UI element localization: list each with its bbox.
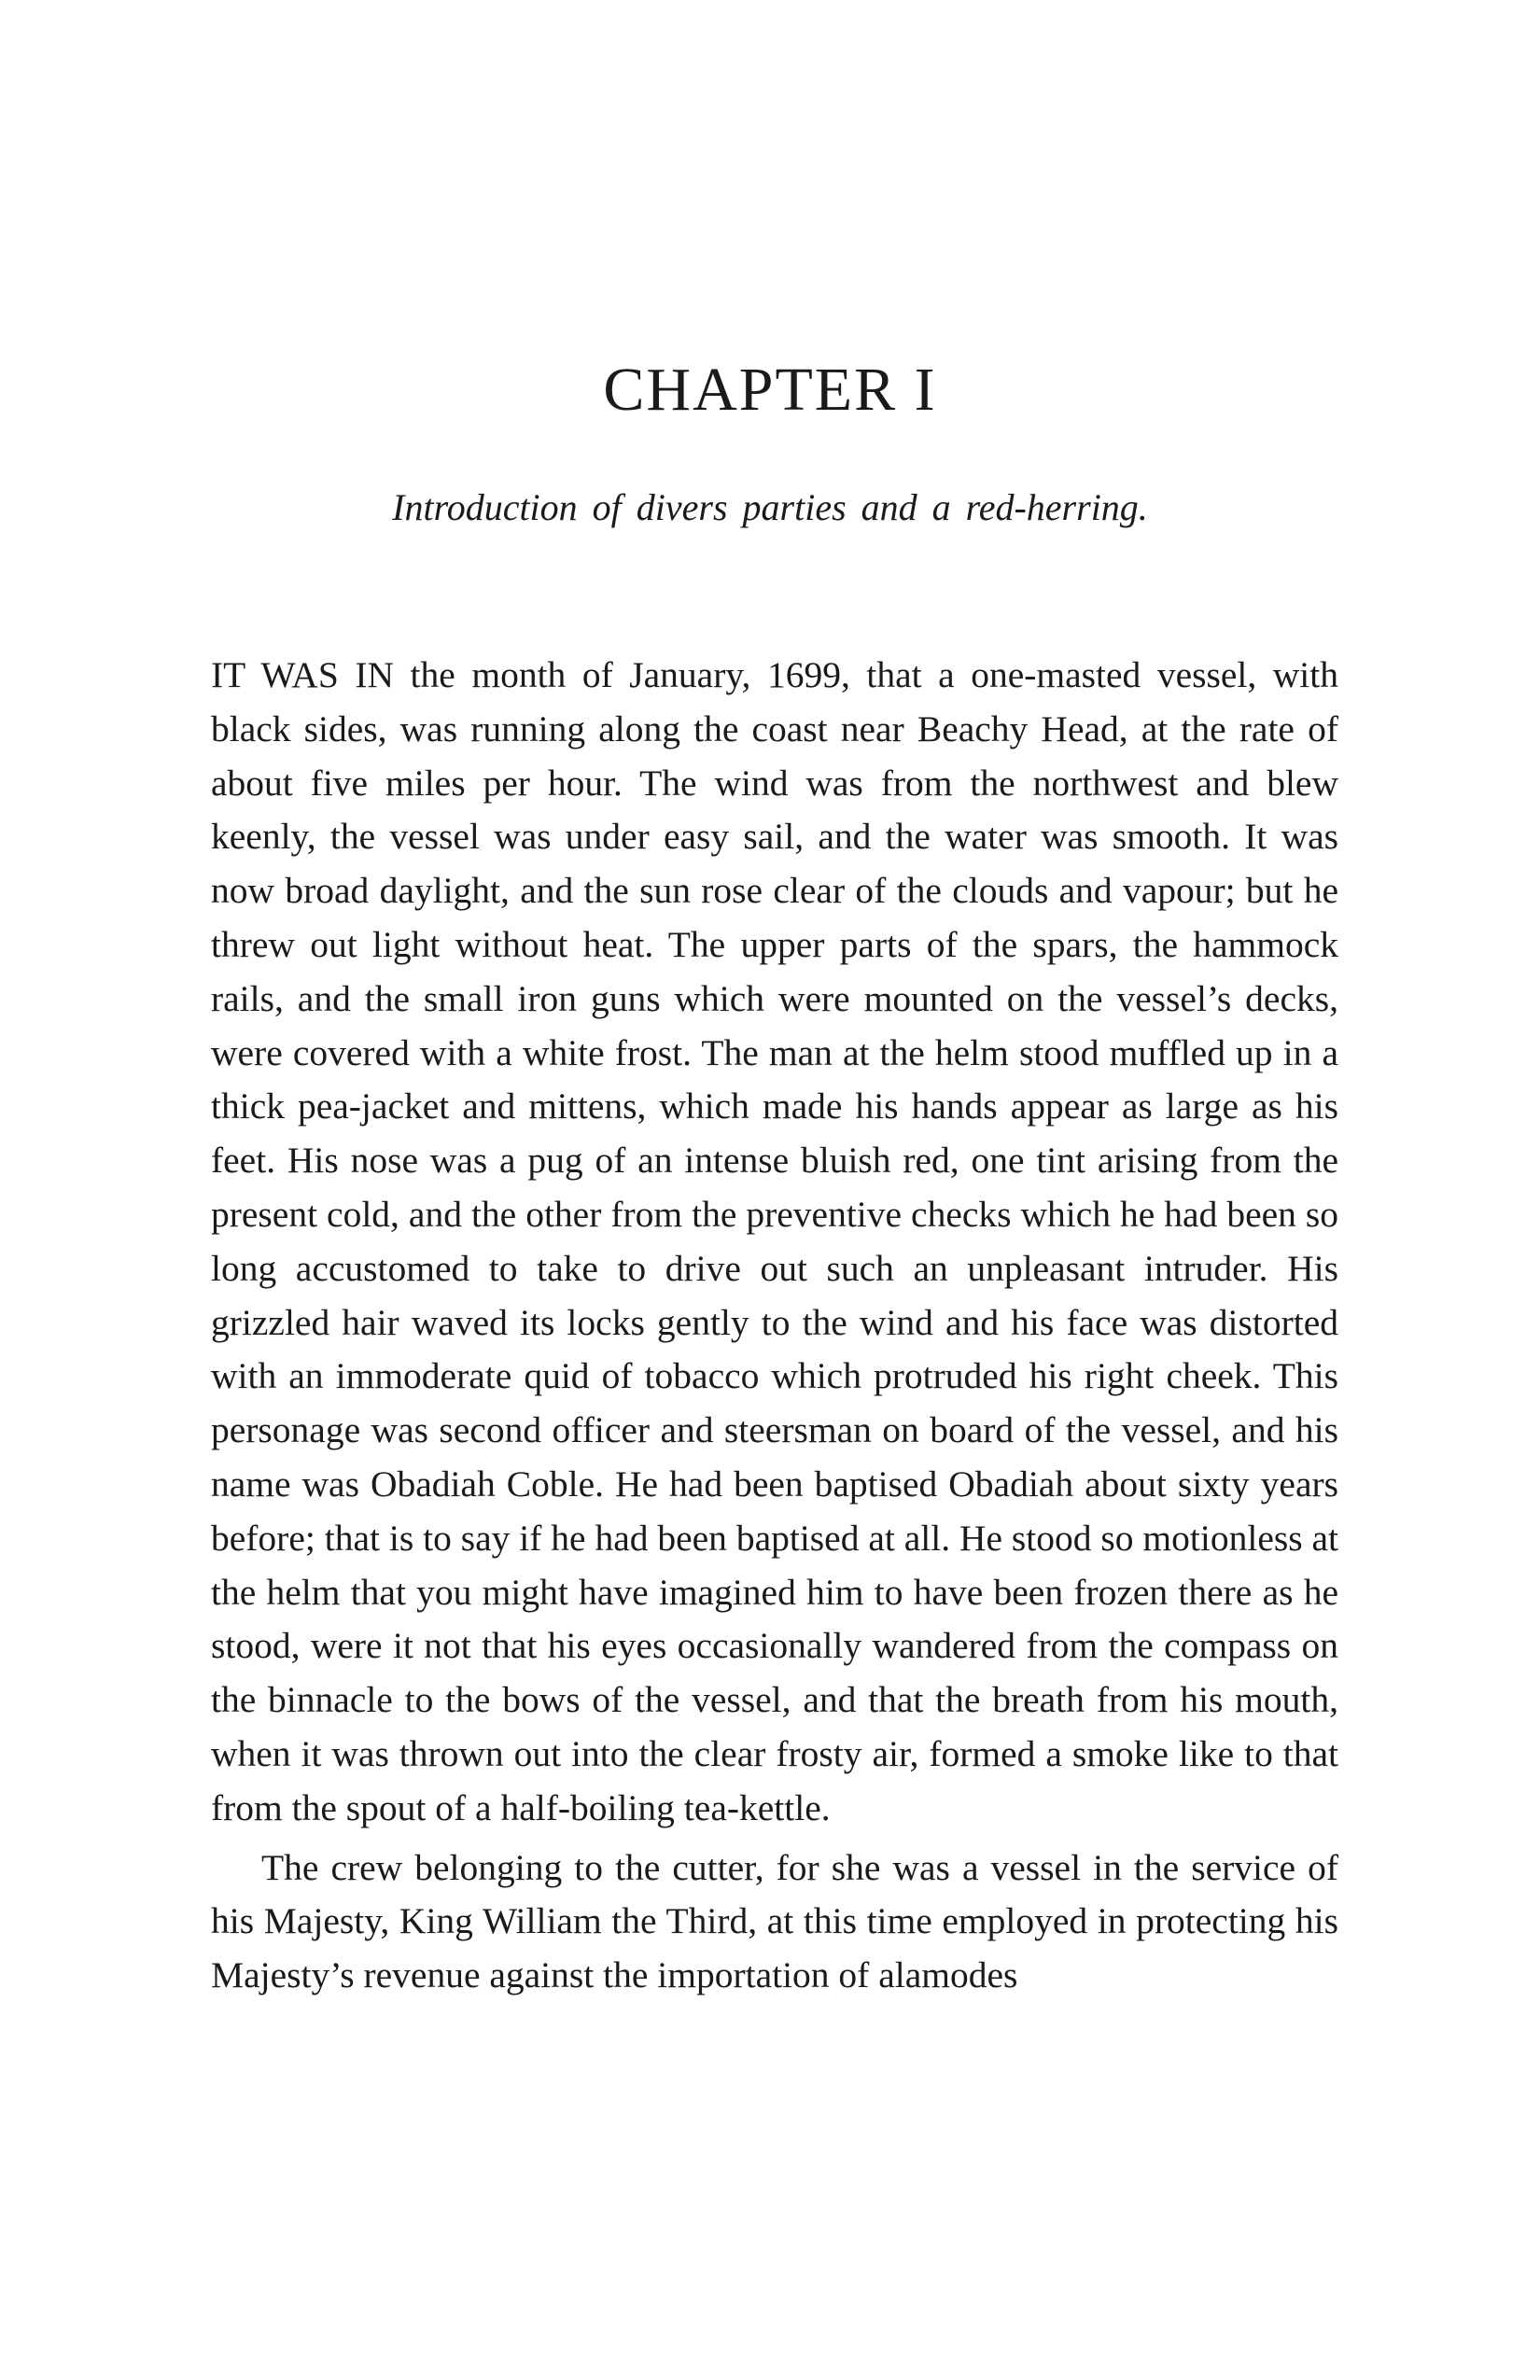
paragraph-1: IT WAS IN the month of January, 1699, that a one-masted vessel, with black sides, was running along the coast near Beachy Head, at the rate of about five miles per hour. The wind was from the northwest and blew keenly, the vessel was under easy sail, and the water was smooth. It was now broad daylight, and the sun rose clear of the clouds and vapour; but he threw out light without heat. The upper parts of the spars, the hammock rails, and the small iron guns which were mounted on the vessel’s decks, were covered with a white frost. The man at the helm stood muffled up in a thick pea-jacket and mittens, which made his hands appear as large as his feet. His nose was a pug of an intense bluish red, one tint arising from the present cold, and the other from the preventive checks which he had been so long accustomed to take to drive out such an unpleasant intruder. His grizzled hair waved its locks gently to the wind and his face was distorted with an immoderate quid of tobacco which protruded his right cheek. This personage was second officer and steersman on board of the vessel, and his name was Obadiah Coble. He had been baptised Obadiah about sixty years before; that is to say if he had been baptised at all. He stood so motionless at the helm that you might have imagined him to have been frozen there as he stood, were it not that his eyes occasionally wandered from the compass on the binnacle to the bows of the vessel, and that the breath from his mouth, when it was thrown out into the clear frosty air, formed a smoke like to that from the spout of a half-boiling tea-kettle. <box>211 654 1338 1828</box>
chapter-body <box>211 649 1338 2003</box>
chapter-subtitle: Introduction of divers parties and a red-herring. <box>392 486 1148 528</box>
paragraph-2: The crew belonging to the cutter, for she was a vessel in the service of his Majesty, King William the Third, at this time employed in protecting his Majesty’s revenue against the importation of alamodes <box>211 1846 1338 1996</box>
chapter-title: CHAPTER I <box>603 356 937 424</box>
